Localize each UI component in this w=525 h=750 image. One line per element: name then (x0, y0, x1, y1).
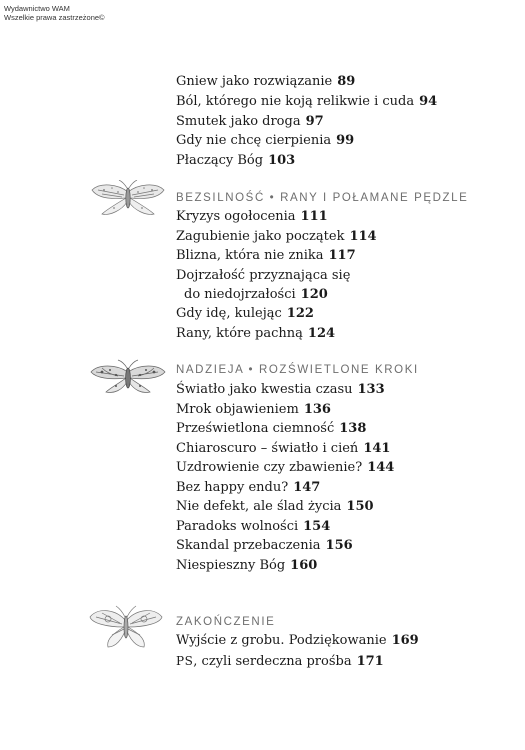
entry-page: 120 (300, 287, 328, 302)
toc-entry[interactable] (176, 498, 374, 516)
toc-entry[interactable] (176, 267, 355, 285)
toc-entry[interactable] (176, 518, 330, 536)
entry-title: Uzdrowienie czy zbawienie? (176, 460, 363, 475)
section-heading: ZAKOŃCZENIE (176, 616, 276, 628)
entry-title: Niespieszny Bóg (176, 558, 286, 573)
entry-page: 103 (268, 153, 296, 168)
entry-title: , czyli serdeczna prośba (193, 654, 352, 669)
entry-page: 94 (419, 94, 438, 109)
entry-page: 111 (300, 209, 328, 224)
entry-page: 114 (349, 229, 377, 244)
publisher-name: Wydawnictwo WAM (4, 4, 70, 13)
toc-entry[interactable] (176, 459, 394, 477)
entry-page: 136 (303, 402, 331, 417)
entry-title: Paradoks wolności (176, 519, 299, 534)
toc-entry[interactable] (176, 93, 437, 111)
entry-title: Światło jako kwestia czasu (176, 382, 353, 397)
entry-title: Zagubienie jako początek (176, 229, 345, 244)
toc-entry-continuation[interactable] (184, 286, 328, 304)
entry-title: Gdy nie chcę cierpienia (176, 133, 332, 148)
toc-entry[interactable] (176, 208, 328, 226)
entry-page: 171 (356, 654, 384, 669)
toc-entry[interactable] (176, 228, 377, 246)
entry-title: Skandal przebaczenia (176, 538, 321, 553)
toc-entry[interactable] (176, 401, 331, 419)
entry-page: 117 (328, 248, 356, 263)
entry-title: Nie defekt, ale ślad życia (176, 499, 342, 514)
toc-entry[interactable] (176, 652, 384, 671)
toc-entry[interactable] (176, 152, 295, 170)
toc-entry[interactable] (176, 557, 317, 575)
toc-entry[interactable] (176, 537, 353, 555)
entry-page: 147 (293, 480, 321, 495)
entry-title: do niedojrzałości (184, 287, 296, 302)
entry-title: Mrok objawieniem (176, 402, 299, 417)
entry-page: 99 (336, 133, 355, 148)
entry-title: Gdy idę, kulejąc (176, 306, 282, 321)
entry-page: 124 (307, 326, 336, 341)
watermark (4, 4, 105, 22)
entry-title: Blizna, która nie znika (176, 248, 324, 263)
toc-entry[interactable] (176, 479, 320, 497)
section-heading: NADZIEJA • ROZŚWIETLONE KROKI (176, 364, 419, 376)
toc-entry[interactable] (176, 247, 356, 265)
entry-title: Chiaroscuro – światło i cień (176, 441, 359, 456)
toc-entry[interactable] (176, 632, 419, 650)
entry-title-prefix: PS (176, 654, 194, 668)
entry-page: 141 (363, 441, 391, 456)
entry-page: 150 (346, 499, 374, 514)
entry-title: Wyjście z grobu. Podziękowanie (176, 633, 387, 648)
entry-page: 156 (325, 538, 353, 553)
entry-page: 133 (357, 382, 385, 397)
entry-title: Smutek jako droga (176, 114, 301, 129)
entry-page: 169 (391, 633, 419, 648)
toc-entry[interactable] (176, 381, 385, 399)
toc-entry[interactable] (176, 132, 354, 150)
rights-notice: Wszelkie prawa zastrzeżone© (4, 13, 105, 22)
toc-entry[interactable] (176, 305, 314, 323)
entry-page: 144 (367, 460, 395, 475)
entry-title: Bez happy endu? (176, 480, 289, 495)
toc-entry[interactable] (176, 73, 355, 91)
entry-page: 154 (303, 519, 331, 534)
entry-title: Kryzys ogołocenia (176, 209, 296, 224)
entry-title: Gniew jako rozwiązanie (176, 74, 333, 89)
entry-title: Ból, którego nie koją relikwie i cuda (176, 94, 415, 109)
entry-page: 97 (305, 114, 324, 129)
entry-title: Dojrzałość przyznająca się (176, 268, 351, 283)
entry-page: 122 (286, 306, 314, 321)
entry-page: 138 (339, 421, 367, 436)
moth-icon (88, 358, 168, 398)
moth-icon (88, 180, 168, 220)
toc-entry[interactable] (176, 440, 390, 458)
entry-title: Prześwietlona ciemność (176, 421, 335, 436)
toc-entry[interactable] (176, 325, 335, 343)
entry-title: Płaczący Bóg (176, 153, 264, 168)
butterfly-icon (86, 605, 166, 651)
entry-title: Rany, które pachną (176, 326, 303, 341)
section-heading: BEZSILNOŚĆ • RANY I POŁAMANE PĘDZLE (176, 192, 469, 204)
entry-page: 89 (337, 74, 356, 89)
toc-entry[interactable] (176, 113, 324, 131)
toc-entry[interactable] (176, 420, 366, 438)
entry-page: 160 (290, 558, 318, 573)
